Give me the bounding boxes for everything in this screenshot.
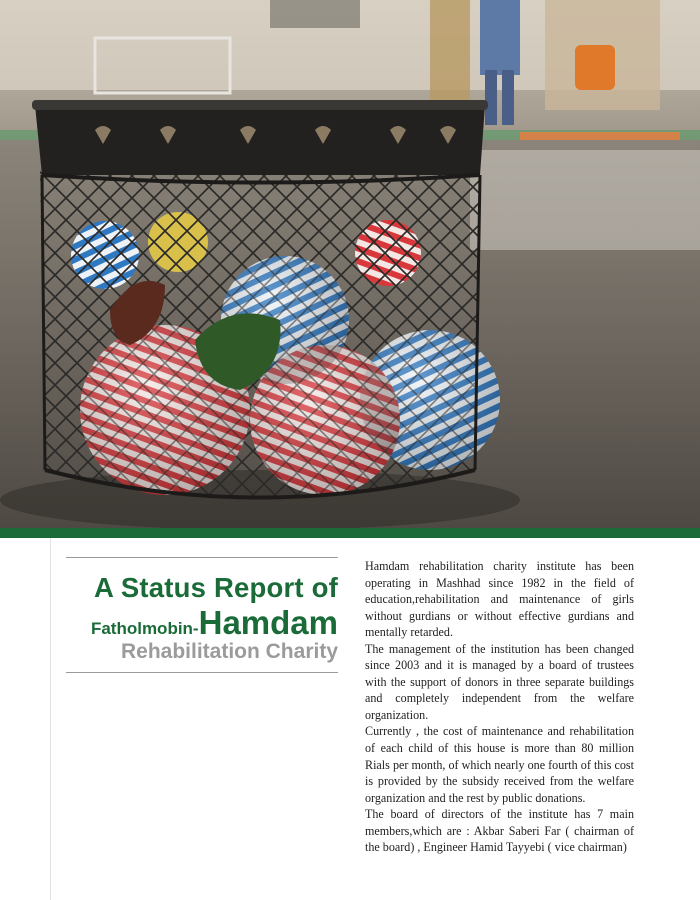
- title-bottom-rule: [66, 672, 338, 673]
- title-line-2-small: Fatholmobin-: [90, 618, 199, 638]
- title-line-2: [66, 603, 338, 641]
- body-paragraph: Currently , the cost of maintenance and rehabilitation of each child of this house is more than 80 million Rials per month, of which nearly one fourth of this cost is provided by the subsidy received from the welfare organization and the rest by public donations.: [365, 724, 634, 805]
- body-text-column: [365, 558, 634, 856]
- title-line-3: Rehabilitation Charity: [120, 639, 338, 663]
- title-block: [66, 557, 338, 673]
- title-line-1: A Status Report of: [94, 572, 338, 603]
- title-line-2-big: Hamdam: [198, 603, 338, 641]
- left-margin-rule: [50, 538, 51, 900]
- body-paragraph: Hamdam rehabilitation charity institute has been operating in Mashhad since 1982 in the field of education,rehabilitation and maintenance of girls without gurdians or without effective gurdians and mentally retarded.: [365, 559, 634, 640]
- body-paragraph: The management of the institution has been changed since 2003 and it is managed by a board of trustees with the support of donors in three separate buildings and completely independent from the welfare organization.: [365, 641, 634, 722]
- body-paragraph: The board of directors of the institute has 7 main members,which are : Akbar Saberi Far ( chairman of the board) , Engineer Hamid Tayyebi ( vice chairman): [365, 807, 634, 855]
- green-divider-band: [0, 528, 700, 538]
- title-top-rule: [66, 557, 338, 558]
